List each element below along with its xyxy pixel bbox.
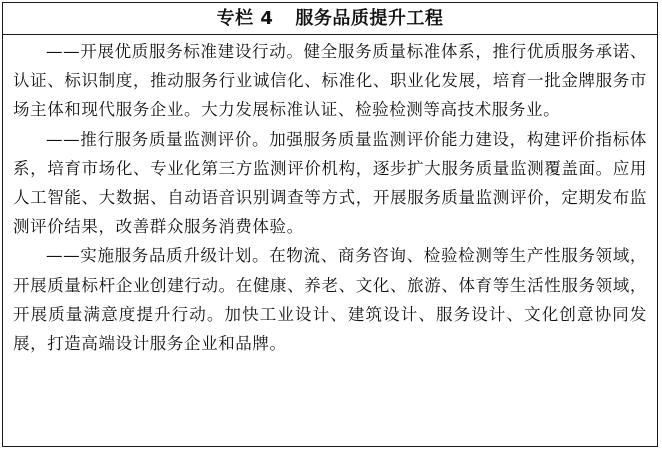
paragraph-quality-monitoring: ——推行服务质量监测评价。加强服务质量监测评价能力建设，构建评价指标体系，培育市场化、专业化第三方监测评价机构，逐步扩大服务质量监测覆盖面。应用人工智能、大数据、自动语音识别调查等方式，开展服务质量监测评价，定期发布监测评价结果，改善群众服务消费体验。 <box>13 129 647 237</box>
box-content <box>3 35 657 358</box>
paragraph-quality-upgrade: ——实施服务品质升级计划。在物流、商务咨询、检验检测等生产性服务领域，开展质量标杆企业创建行动。在健康、养老、文化、旅游、体育等生活性服务领域，开展质量满意度提升行动。加快工业设计、建筑设计、服务设计、文化创意协同发展，打造高端设计服务企业和品牌。 <box>13 246 647 354</box>
box-title-text: 服务品质提升工程 <box>295 8 444 29</box>
box-title <box>3 3 657 35</box>
box-title-label: 专栏 4 <box>216 8 274 29</box>
paragraph-service-standards: ——开展优质服务标准建设行动。健全服务质量标准体系，推行优质服务承诺、认证、标识制度，推动服务行业诚信化、标准化、职业化发展，培育一批金牌服务市场主体和现代服务企业。大力发展标准认证、检验检测等高技术服务业。 <box>13 42 647 120</box>
column-box <box>2 2 658 447</box>
